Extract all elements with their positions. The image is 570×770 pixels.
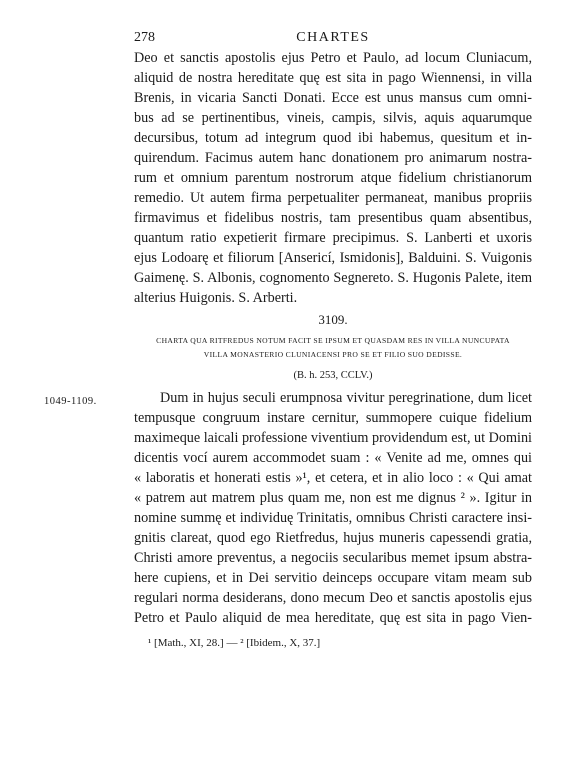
text-line: firmavimus et fidelibus nostris, tam presentibus quam absentibus, xyxy=(134,210,532,226)
text-line: dicentis vocí aurem accommodet suam : « Venite ad me, omnes qui xyxy=(134,450,532,466)
footnotes: ¹ [Math., XI, 28.] — ² [Ibidem., X, 37.] xyxy=(148,637,321,649)
text-line: remedio. Ut autem firma perpetualiter permaneat, manibus propriis xyxy=(134,190,532,206)
source-reference: (B. h. 253, CCLV.) xyxy=(293,370,373,381)
text-line: Brenis, in vicaria Sancti Donati. Ecce est unus mansus cum omni- xyxy=(134,90,532,106)
text-line: nomine summę et individuę Trinitatis, omnibus Christi caractere insi- xyxy=(134,510,532,526)
text-line: maximeque laicali professione viventium providendum est, ut Domini xyxy=(134,430,532,446)
margin-date: 1049-1109. xyxy=(44,396,97,407)
running-title: CHARTES xyxy=(296,30,370,45)
charter-title-line: CHARTA QUA RITFREDUS NOTUM FACIT SE IPSUM ET QUASDAM RES IN VILLA NUNCUPATA xyxy=(156,336,510,345)
text-line: Christi amore preventus, a negociis secularibus memet ipsum abstra- xyxy=(134,550,532,566)
text-line: « patrem aut matrem plus quam me, non est me dignus ² ». Igitur in xyxy=(134,490,532,506)
text-line: bus ad se pertinentibus, vineis, campis, silvis, aquis aquarumque xyxy=(134,110,532,126)
text-line: tempusque congruum instare cernitur, summopere cuique fidelium xyxy=(134,410,532,426)
charter-title xyxy=(134,334,532,362)
text-line: decursibus, totum ad integrum quod ibi habemus, quesitum et in- xyxy=(134,130,532,146)
text-line: Gaimenę. S. Albonis, cognomento Segnereto. S. Hugonis Palete, item xyxy=(134,270,532,286)
text-line: ejus Lodoarę et filiorum [Ansericí, Ismidonis], Balduini. S. Vuigonis xyxy=(134,250,532,266)
previous-charter-text xyxy=(134,48,532,308)
charter-title-line: VILLA MONASTERIO CLUNIACENSI PRO SE ET FILIO SUO DEDISSE. xyxy=(203,350,463,359)
text-line: Petro et Paulo aliquid de mea hereditate, quę est sita in pago Vien- xyxy=(134,610,532,626)
text-line: rum et omnium parentum nostrorum atque fidelium christianorum xyxy=(134,170,532,186)
text-line: « laboratis et honerati estis »¹, et cetera, et in alio loco : « Qui amat xyxy=(134,470,532,486)
text-line: here cupiens, et in Dei servitio deinceps occupare vitam meam sub xyxy=(134,570,532,586)
text-line: regulari norma desiderans, dono mecum Deo et sanctis apostolis ejus xyxy=(134,590,532,606)
charter-number: 3109. xyxy=(318,312,348,327)
text-line: gnitis clareat, quod ego Rietfredus, hujus muneris capessendi gratia, xyxy=(134,530,532,546)
text-line: alterius Huigonis. S. Arberti. xyxy=(134,290,298,306)
text-line: quirendum. Facimus autem hanc donationem pro animarum nostra- xyxy=(134,150,532,166)
charter-text xyxy=(134,388,532,628)
text-line: Dum in hujus seculi erumpnosa vivitur peregrinatione, dum licet xyxy=(160,390,532,406)
text-line: aliquid de nostra hereditate quę est sita in pago Wiennensi, in villa xyxy=(134,70,532,86)
text-line: quantum ratio expetierit firmare precipimus. S. Lanberti et uxoris xyxy=(134,230,532,246)
text-line: Deo et sanctis apostolis ejus Petro et Paulo, ad locum Cluniacum, xyxy=(134,50,532,66)
page-header xyxy=(134,30,532,50)
page-number: 278 xyxy=(134,30,155,45)
